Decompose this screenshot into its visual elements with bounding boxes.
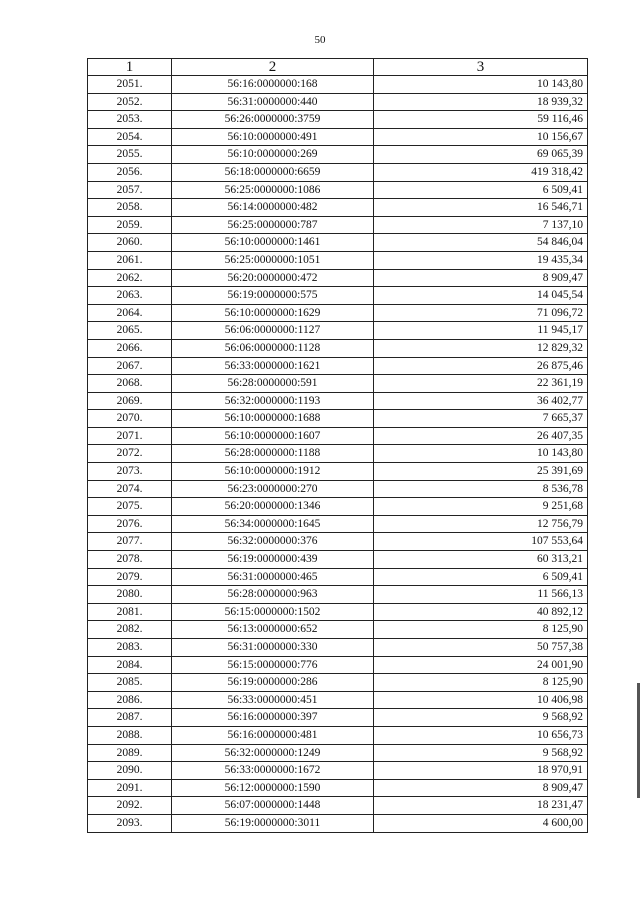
value-cell: 11 566,13 [374,586,588,604]
table-row [88,304,588,322]
value-cell: 40 892,12 [374,603,588,621]
row-number-cell: 2089. [88,744,172,762]
cadastral-number-cell: 56:06:0000000:1128 [172,339,374,357]
value-cell: 4 600,00 [374,814,588,832]
cadastral-number-cell: 56:25:0000000:1051 [172,251,374,269]
cadastral-number-cell: 56:10:0000000:1912 [172,463,374,481]
value-cell: 22 361,19 [374,375,588,393]
value-cell: 10 656,73 [374,726,588,744]
value-cell: 10 406,98 [374,691,588,709]
column-header-2: 2 [172,59,374,76]
table-row [88,814,588,832]
row-number-cell: 2072. [88,445,172,463]
row-number-cell: 2061. [88,251,172,269]
value-cell: 7 665,37 [374,410,588,428]
table-row [88,322,588,340]
row-number-cell: 2077. [88,533,172,551]
value-cell: 50 757,38 [374,639,588,657]
cadastral-number-cell: 56:31:0000000:465 [172,568,374,586]
table-row [88,287,588,305]
table-row [88,410,588,428]
row-number-cell: 2060. [88,234,172,252]
table-row [88,181,588,199]
value-cell: 6 509,41 [374,568,588,586]
row-number-cell: 2083. [88,639,172,657]
table-row [88,551,588,569]
value-cell: 9 568,92 [374,709,588,727]
table-row [88,146,588,164]
value-cell: 36 402,77 [374,392,588,410]
row-number-cell: 2091. [88,779,172,797]
row-number-cell: 2092. [88,797,172,815]
table-row [88,251,588,269]
table-row [88,463,588,481]
table-row [88,199,588,217]
register-table [87,58,588,833]
cadastral-number-cell: 56:12:0000000:1590 [172,779,374,797]
table-row [88,691,588,709]
table-row [88,445,588,463]
row-number-cell: 2054. [88,128,172,146]
row-number-cell: 2088. [88,726,172,744]
value-cell: 59 116,46 [374,111,588,129]
row-number-cell: 2057. [88,181,172,199]
table-row [88,797,588,815]
value-cell: 8 125,90 [374,621,588,639]
table-header-row [88,59,588,76]
table-row [88,726,588,744]
value-cell: 71 096,72 [374,304,588,322]
cadastral-number-cell: 56:10:0000000:491 [172,128,374,146]
table-row [88,674,588,692]
cadastral-number-cell: 56:16:0000000:481 [172,726,374,744]
value-cell: 8 536,78 [374,480,588,498]
cadastral-number-cell: 56:33:0000000:1672 [172,762,374,780]
row-number-cell: 2086. [88,691,172,709]
value-cell: 8 125,90 [374,674,588,692]
row-number-cell: 2068. [88,375,172,393]
cadastral-number-cell: 56:19:0000000:439 [172,551,374,569]
table-row [88,709,588,727]
table-row [88,744,588,762]
value-cell: 7 137,10 [374,216,588,234]
cadastral-number-cell: 56:20:0000000:1346 [172,498,374,516]
cadastral-number-cell: 56:15:0000000:1502 [172,603,374,621]
value-cell: 26 407,35 [374,427,588,445]
cadastral-number-cell: 56:20:0000000:472 [172,269,374,287]
table-row [88,533,588,551]
table-row [88,603,588,621]
value-cell: 18 231,47 [374,797,588,815]
table-row [88,111,588,129]
row-number-cell: 2066. [88,339,172,357]
table-row [88,762,588,780]
cadastral-number-cell: 56:10:0000000:1688 [172,410,374,428]
table-row [88,427,588,445]
row-number-cell: 2067. [88,357,172,375]
cadastral-number-cell: 56:32:0000000:1193 [172,392,374,410]
value-cell: 69 065,39 [374,146,588,164]
row-number-cell: 2055. [88,146,172,164]
row-number-cell: 2071. [88,427,172,445]
value-cell: 26 875,46 [374,357,588,375]
table-row [88,498,588,516]
table-row [88,779,588,797]
cadastral-number-cell: 56:14:0000000:482 [172,199,374,217]
value-cell: 10 143,80 [374,445,588,463]
cadastral-number-cell: 56:10:0000000:1461 [172,234,374,252]
value-cell: 12 829,32 [374,339,588,357]
row-number-cell: 2079. [88,568,172,586]
value-cell: 10 143,80 [374,76,588,94]
table-row [88,656,588,674]
cadastral-number-cell: 56:10:0000000:1607 [172,427,374,445]
table-row [88,234,588,252]
row-number-cell: 2074. [88,480,172,498]
table-row [88,76,588,94]
table-row [88,216,588,234]
cadastral-number-cell: 56:33:0000000:1621 [172,357,374,375]
value-cell: 10 156,67 [374,128,588,146]
cadastral-number-cell: 56:28:0000000:1188 [172,445,374,463]
value-cell: 60 313,21 [374,551,588,569]
cadastral-number-cell: 56:15:0000000:776 [172,656,374,674]
page-number: 50 [314,34,326,46]
cadastral-number-cell: 56:32:0000000:376 [172,533,374,551]
value-cell: 419 318,42 [374,163,588,181]
value-cell: 16 546,71 [374,199,588,217]
table-row [88,586,588,604]
table-row [88,375,588,393]
column-header-3: 3 [374,59,588,76]
row-number-cell: 2056. [88,163,172,181]
cadastral-number-cell: 56:13:0000000:652 [172,621,374,639]
table-row [88,163,588,181]
row-number-cell: 2051. [88,76,172,94]
table-row [88,339,588,357]
cadastral-number-cell: 56:10:0000000:269 [172,146,374,164]
value-cell: 18 970,91 [374,762,588,780]
row-number-cell: 2069. [88,392,172,410]
value-cell: 12 756,79 [374,515,588,533]
row-number-cell: 2080. [88,586,172,604]
row-number-cell: 2058. [88,199,172,217]
value-cell: 107 553,64 [374,533,588,551]
cadastral-number-cell: 56:25:0000000:1086 [172,181,374,199]
cadastral-number-cell: 56:28:0000000:963 [172,586,374,604]
table-row [88,269,588,287]
value-cell: 6 509,41 [374,181,588,199]
table-row [88,515,588,533]
row-number-cell: 2065. [88,322,172,340]
cadastral-number-cell: 56:32:0000000:1249 [172,744,374,762]
table-row [88,639,588,657]
table-body [88,76,588,833]
row-number-cell: 2064. [88,304,172,322]
value-cell: 24 001,90 [374,656,588,674]
cadastral-number-cell: 56:31:0000000:440 [172,93,374,111]
table-row [88,480,588,498]
row-number-cell: 2063. [88,287,172,305]
row-number-cell: 2082. [88,621,172,639]
row-number-cell: 2062. [88,269,172,287]
row-number-cell: 2081. [88,603,172,621]
table-row [88,128,588,146]
row-number-cell: 2059. [88,216,172,234]
row-number-cell: 2076. [88,515,172,533]
value-cell: 25 391,69 [374,463,588,481]
row-number-cell: 2090. [88,762,172,780]
table-row [88,621,588,639]
row-number-cell: 2075. [88,498,172,516]
cadastral-number-cell: 56:25:0000000:787 [172,216,374,234]
row-number-cell: 2085. [88,674,172,692]
cadastral-number-cell: 56:33:0000000:451 [172,691,374,709]
row-number-cell: 2070. [88,410,172,428]
cadastral-number-cell: 56:18:0000000:6659 [172,163,374,181]
cadastral-number-cell: 56:10:0000000:1629 [172,304,374,322]
row-number-cell: 2073. [88,463,172,481]
value-cell: 14 045,54 [374,287,588,305]
cadastral-number-cell: 56:28:0000000:591 [172,375,374,393]
row-number-cell: 2052. [88,93,172,111]
table-row [88,357,588,375]
cadastral-number-cell: 56:34:0000000:1645 [172,515,374,533]
value-cell: 11 945,17 [374,322,588,340]
row-number-cell: 2087. [88,709,172,727]
cadastral-number-cell: 56:19:0000000:3011 [172,814,374,832]
cadastral-number-cell: 56:19:0000000:575 [172,287,374,305]
cadastral-number-cell: 56:31:0000000:330 [172,639,374,657]
cadastral-number-cell: 56:06:0000000:1127 [172,322,374,340]
table-row [88,392,588,410]
row-number-cell: 2093. [88,814,172,832]
cadastral-number-cell: 56:23:0000000:270 [172,480,374,498]
value-cell: 8 909,47 [374,779,588,797]
cadastral-number-cell: 56:16:0000000:397 [172,709,374,727]
value-cell: 9 251,68 [374,498,588,516]
cadastral-number-cell: 56:26:0000000:3759 [172,111,374,129]
row-number-cell: 2053. [88,111,172,129]
value-cell: 54 846,04 [374,234,588,252]
table-row [88,93,588,111]
cadastral-number-cell: 56:16:0000000:168 [172,76,374,94]
row-number-cell: 2078. [88,551,172,569]
value-cell: 18 939,32 [374,93,588,111]
value-cell: 19 435,34 [374,251,588,269]
row-number-cell: 2084. [88,656,172,674]
cadastral-number-cell: 56:07:0000000:1448 [172,797,374,815]
cadastral-number-cell: 56:19:0000000:286 [172,674,374,692]
value-cell: 8 909,47 [374,269,588,287]
table-row [88,568,588,586]
value-cell: 9 568,92 [374,744,588,762]
column-header-1: 1 [88,59,172,76]
